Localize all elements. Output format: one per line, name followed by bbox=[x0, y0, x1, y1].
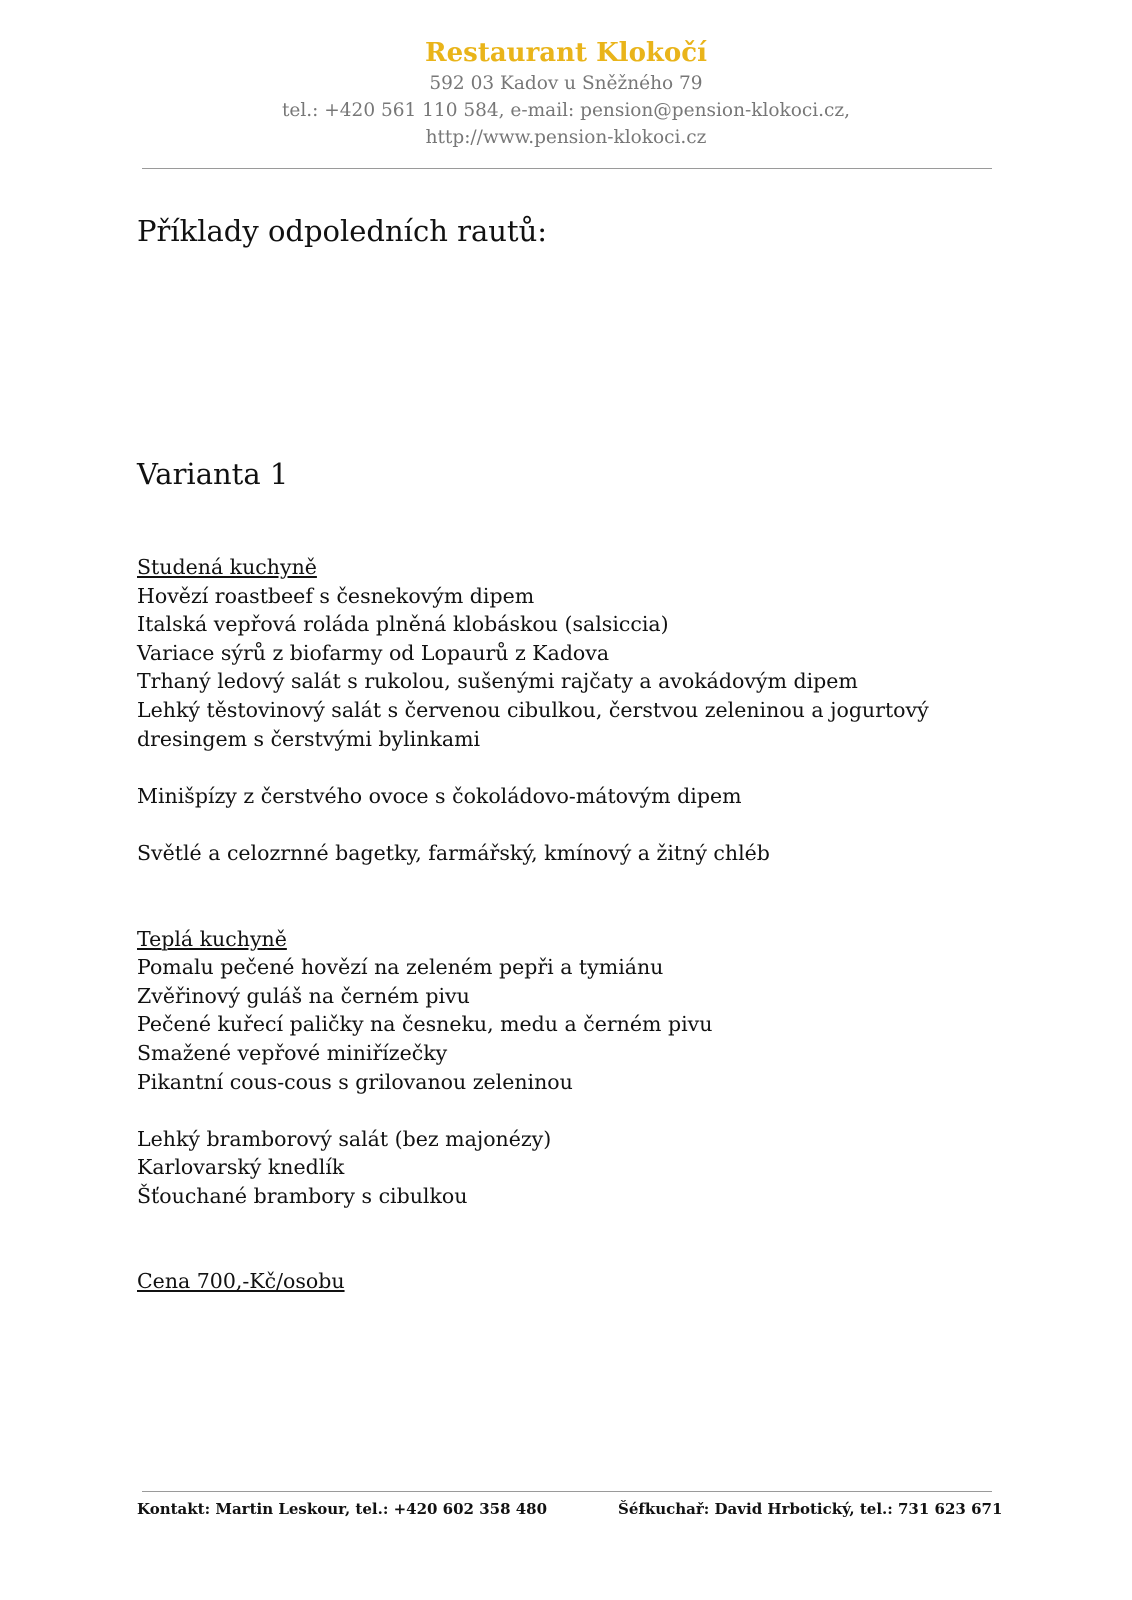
menu-content bbox=[137, 553, 987, 1296]
footer-chef: Šéfkuchař: David Hrbotický, tel.: 731 623 671 bbox=[618, 1500, 1003, 1518]
price: Cena 700,-Kč/osobu bbox=[137, 1269, 345, 1294]
side-item: Lehký bramborový salát (bez majonézy) bbox=[137, 1126, 552, 1151]
letterhead bbox=[0, 36, 1132, 151]
dessert-item: Minišpízy z čerstvého ovoce s čokoládovo-mátovým dipem bbox=[137, 783, 742, 808]
cold-kitchen-heading: Studená kuchyně bbox=[137, 555, 317, 579]
menu-item: Pečené kuřecí paličky na česneku, medu a černém pivu bbox=[137, 1012, 713, 1037]
header-divider bbox=[142, 168, 992, 169]
side-item: Karlovarský knedlík bbox=[137, 1155, 345, 1180]
warm-kitchen-heading: Teplá kuchyně bbox=[137, 926, 287, 951]
bread-item: Světlé a celozrnné bagetky, farmářský, kmínový a žitný chléb bbox=[137, 840, 770, 865]
footer-contact: Kontakt: Martin Leskour, tel.: +420 602 358 480 bbox=[137, 1500, 548, 1518]
restaurant-name: Restaurant Klokočí bbox=[425, 38, 707, 68]
menu-item: Pomalu pečené hovězí na zeleném pepři a tymiánu bbox=[137, 955, 664, 980]
menu-item: Pikantní cous-cous s grilovanou zeleninou bbox=[137, 1069, 573, 1094]
menu-item: Trhaný ledový salát s rukolou, sušenými rajčaty a avokádovým dipem bbox=[137, 669, 858, 694]
address: 592 03 Kadov u Sněžného 79 bbox=[429, 73, 703, 94]
contact-info: tel.: +420 561 110 584, e-mail: pension@pension-klokoci.cz, bbox=[281, 100, 850, 121]
menu-item: Smažené vepřové miniřízečky bbox=[137, 1040, 448, 1065]
side-item: Šťouchané brambory s cibulkou bbox=[137, 1183, 468, 1208]
website: http://www.pension-klokoci.cz bbox=[425, 127, 707, 148]
menu-item: Variace sýrů z biofarmy od Lopaurů z Kadova bbox=[137, 640, 610, 665]
menu-item: Hovězí roastbeef s česnekovým dipem bbox=[137, 583, 535, 608]
footer-divider bbox=[142, 1491, 992, 1492]
variant-title: Varianta 1 bbox=[137, 457, 289, 491]
page-title: Příklady odpoledních rautů: bbox=[137, 214, 548, 248]
menu-item: Italská vepřová roláda plněná klobáskou (salsiccia) bbox=[137, 612, 669, 637]
menu-item: Zvěřinový guláš na černém pivu bbox=[137, 983, 470, 1008]
menu-item: Lehký těstovinový salát s červenou cibulkou, čerstvou zeleninou a jogurtový dresingem s čerstvými bylinkami bbox=[137, 697, 929, 751]
